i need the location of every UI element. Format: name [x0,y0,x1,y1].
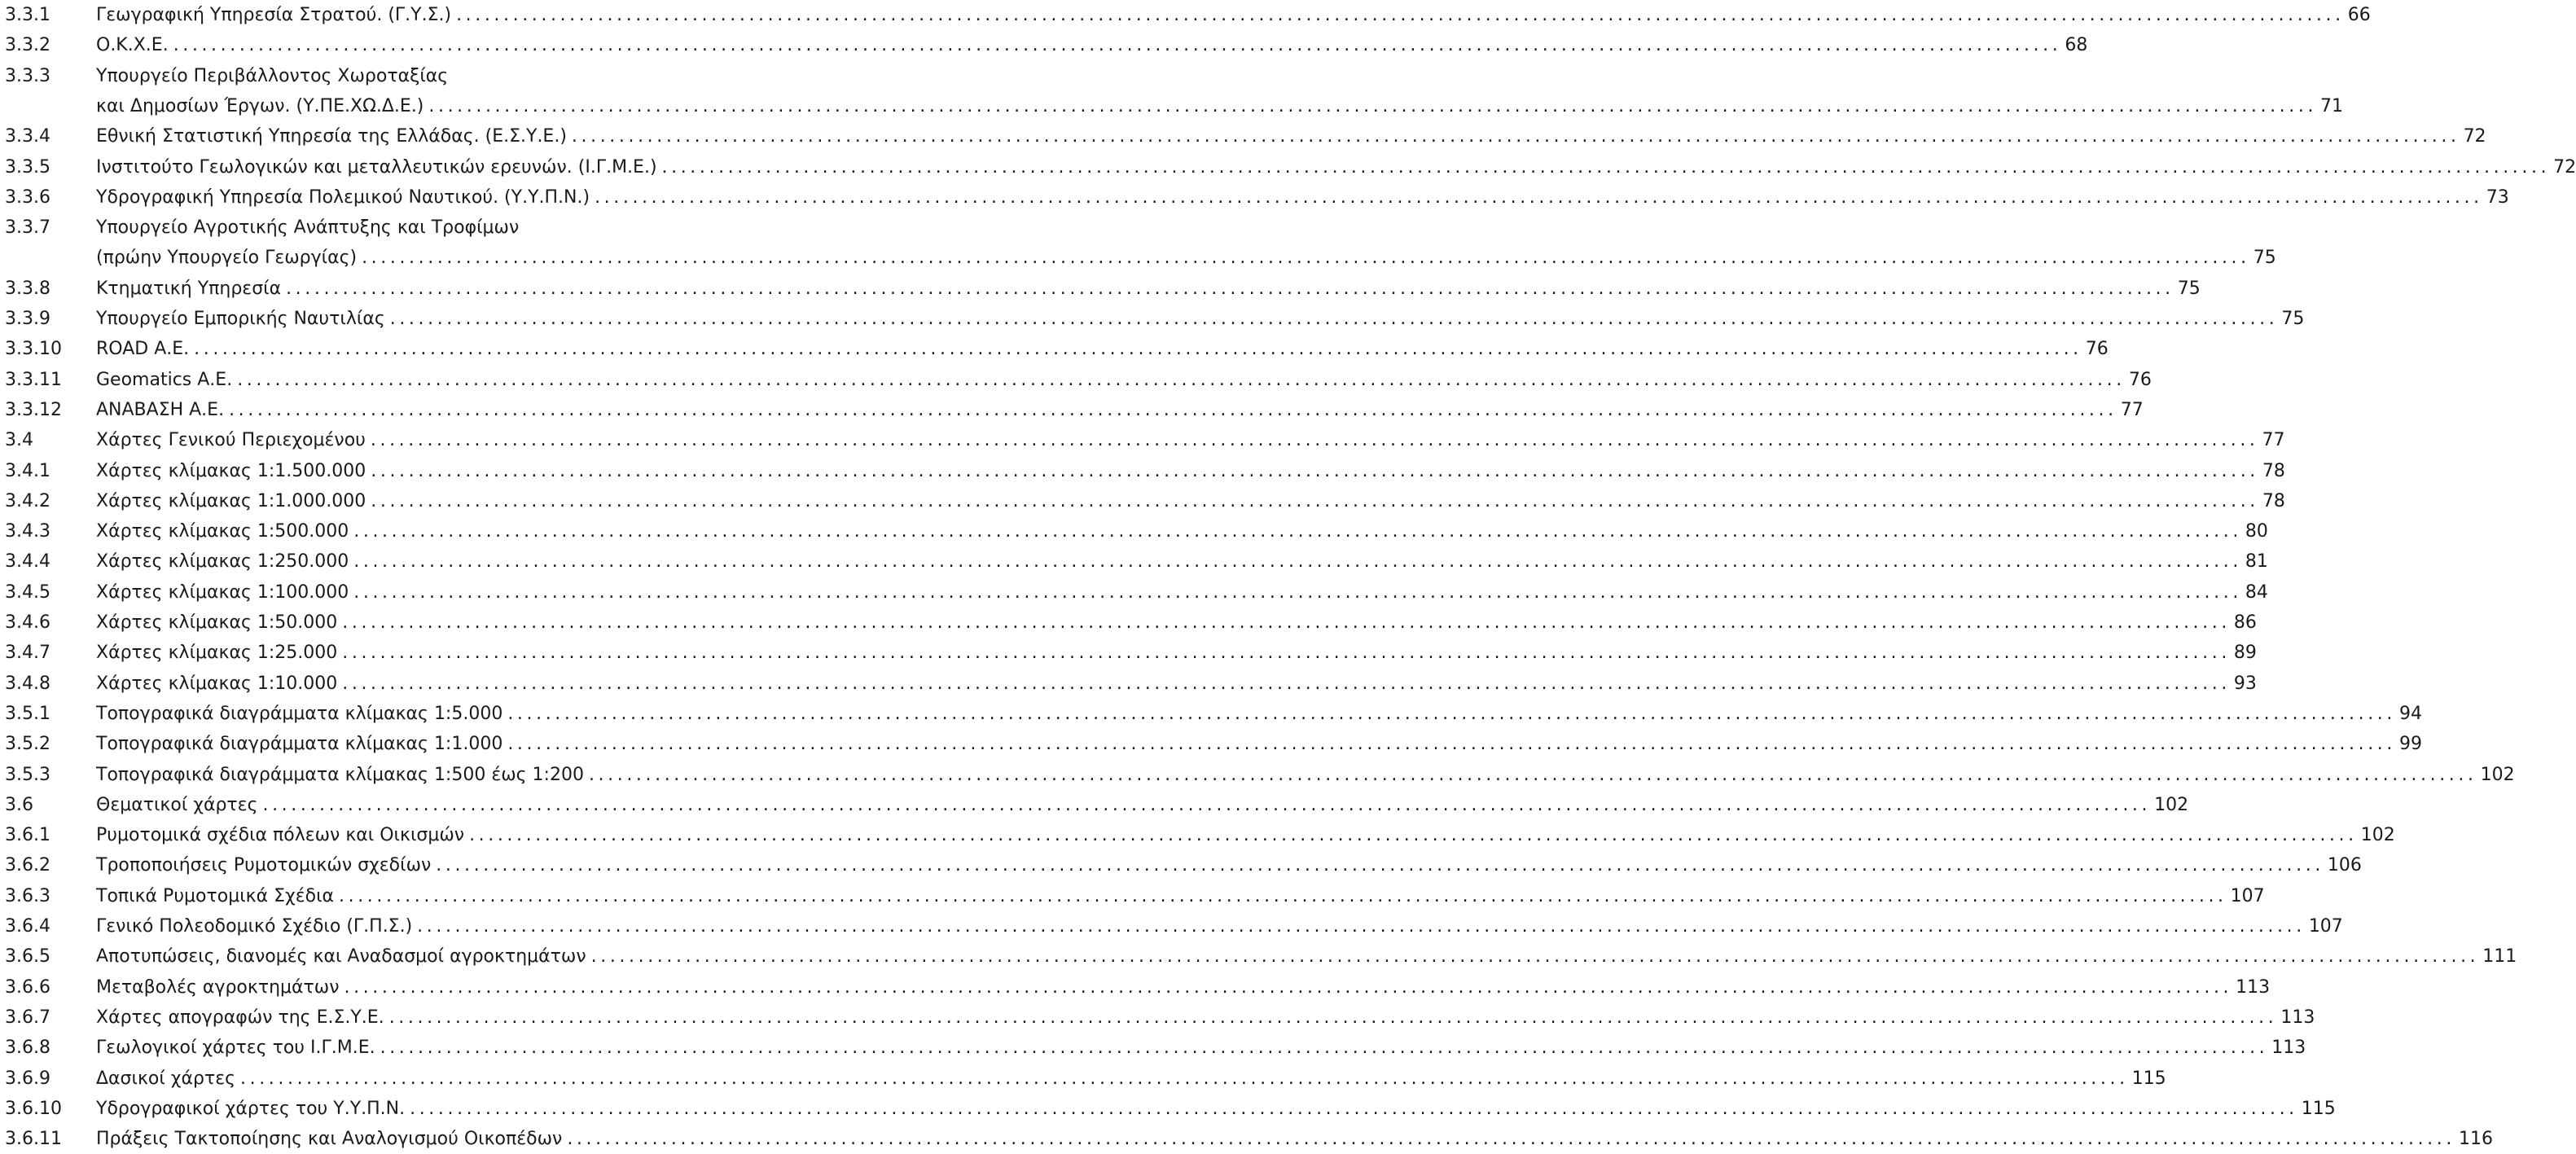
toc-entry[interactable] [0,1003,2315,1033]
page-number: 116 [2458,1129,2493,1150]
toc-entry-body [96,760,2515,790]
toc-entry-body [96,182,2509,213]
toc-entry[interactable] [0,456,2285,486]
toc-entry-body [96,669,2257,699]
page-number: 72 [2463,126,2486,147]
toc-entry[interactable] [0,0,2371,30]
section-number: 3.3.11 [5,369,62,390]
page-number: 107 [2308,916,2343,937]
page-number: 76 [2085,339,2109,360]
toc-entry[interactable] [0,546,2268,577]
toc-entry-body [96,456,2285,486]
section-number: 3.4 [5,430,33,451]
toc-entry[interactable] [0,669,2257,699]
section-number: 3.3.12 [5,399,62,420]
section-title: Χάρτες κλίμακας 1:1.500.000 [96,460,366,481]
dot-leader: ........................................................................................................................................................................................................ [371,490,2259,511]
toc-entry-body [96,790,2189,820]
dot-leader: ........................................................................................................................................................................................................ [380,1038,2269,1059]
toc-entry[interactable] [0,304,2305,334]
dot-leader: ........................................................................................................................................................................................................ [595,186,2483,208]
dot-leader: ........................................................................................................................................................................................................ [456,5,2345,25]
page-number: 77 [2120,399,2144,420]
section-number: 3.3.5 [5,156,50,178]
page-number: 72 [2553,156,2576,178]
section-number: 3.4.6 [5,612,50,633]
toc-entry[interactable] [0,243,2276,273]
toc-entry-body [96,243,2276,273]
toc-entry-body [96,546,2268,577]
dot-leader: ........................................................................................................................................................................................................ [507,703,2396,724]
toc-entry[interactable] [0,61,782,91]
toc-entry-body [96,881,2265,911]
dot-leader: ........................................................................................................................................................................................................ [590,946,2480,968]
toc-entry-body [96,152,2576,182]
toc-entry[interactable] [0,486,2285,516]
section-title: Υπουργείο Αγροτικής Ανάπτυξης και Τροφίμων [96,217,520,239]
section-title: Τροποποιήσεις Ρυμοτομικών σχεδίων [96,855,432,876]
toc-entry-body [96,699,2422,729]
page-number: 113 [2271,1038,2306,1059]
toc-entry-body [96,941,2517,972]
dot-leader: ........................................................................................................................................................................................................ [507,734,2396,755]
toc-entry-body [96,1003,2315,1033]
toc-entry-body [96,911,2343,941]
section-title: Υδρογραφικοί χάρτες του Υ.Υ.Π.Ν. [96,1098,406,1119]
section-title: Τοπογραφικά διαγράμματα κλίμακας 1:500 έως 1:200 [96,764,584,785]
page-number: 106 [2327,855,2362,876]
page-number: 66 [2347,5,2371,25]
section-number: 3.3.8 [5,278,50,299]
toc-entry[interactable] [0,274,2201,304]
page-number: 86 [2233,612,2257,633]
section-number: 3.6.5 [5,946,50,968]
page-number: 115 [2131,1068,2166,1089]
toc-entry-body [96,213,779,243]
dot-leader: ........................................................................................................................................................................................................ [194,339,2082,360]
section-number: 3.4.8 [5,673,50,694]
section-title: Κτηματική Υπηρεσία [96,278,282,299]
toc-entry-body [96,0,2371,30]
toc-entry[interactable] [0,608,2257,638]
toc-entry[interactable] [0,638,2257,668]
section-title: και Δημοσίων Έργων. (Υ.ΠΕ.ΧΩ.Δ.Ε.) [96,95,424,116]
toc-entry[interactable] [0,334,2109,364]
section-number: 3.3.7 [5,217,50,239]
section-number: 3.4.3 [5,521,50,542]
section-number: 3.4.5 [5,581,50,603]
section-number: 3.3.10 [5,339,62,360]
section-title: Μεταβολές αγροκτημάτων [96,976,340,998]
section-number: 3.3.2 [5,35,50,56]
toc-entry[interactable] [0,425,2285,455]
page-number: 115 [2301,1098,2336,1119]
dot-leader: ........................................................................................................................................................................................................ [237,369,2126,390]
section-number: 3.4.2 [5,490,50,511]
section-title: Τοπογραφικά διαγράμματα κλίμακας 1:5.000 [96,703,503,724]
section-number: 3.6.4 [5,916,50,937]
toc-entry[interactable] [0,1124,2493,1154]
page-number: 111 [2482,946,2517,968]
dot-leader: ........................................................................................................................................................................................................ [571,126,2460,147]
toc-entry[interactable] [0,911,2343,941]
toc-entry[interactable] [0,729,2422,759]
toc-entry-body [96,729,2422,759]
toc-entry[interactable] [0,395,2144,425]
section-title: Τοπικά Ρυμοτομικά Σχέδια [96,885,335,906]
toc-entry-body [96,274,2201,304]
toc-entry[interactable] [0,91,2344,121]
toc-entry[interactable] [0,760,2515,790]
dot-leader: ........................................................................................................................................................................................................ [353,521,2242,542]
page-number: 75 [2253,248,2276,269]
page-number: 71 [2320,95,2344,116]
dot-leader: ........................................................................................................................................................................................................ [371,460,2259,481]
section-number: 3.6.1 [5,825,50,846]
page-number: 80 [2245,521,2268,542]
section-number: 3.3.9 [5,309,50,329]
toc-entry[interactable] [0,972,2271,1003]
section-number: 3.5.2 [5,734,50,755]
page-number: 102 [2360,825,2395,846]
dot-leader: ........................................................................................................................................................................................................ [567,1129,2455,1150]
toc-entry[interactable] [0,1094,2336,1124]
dot-leader: ........................................................................................................................................................................................................ [173,35,2062,56]
dot-leader: ........................................................................................................................................................................................................ [469,825,2358,846]
section-title: Χάρτες κλίμακας 1:50.000 [96,612,338,633]
dot-leader: ........................................................................................................................................................................................................ [229,399,2117,420]
section-title: Χάρτες κλίμακας 1:100.000 [96,581,349,603]
page-number: 75 [2177,278,2201,299]
page-number: 93 [2233,673,2257,694]
section-title: Γεωλογικοί χάρτες του Ι.Γ.Μ.Ε. [96,1038,375,1059]
section-title: Ρυμοτομικά σχέδια πόλεων και Οικισμών [96,825,465,846]
dot-leader: ........................................................................................................................................................................................................ [353,551,2242,573]
toc-entry-body [96,121,2486,151]
section-title: Χάρτες Γενικού Περιεχομένου [96,430,366,451]
dot-leader: ........................................................................................................................................................................................................ [428,95,2318,116]
section-number: 3.3.4 [5,126,50,147]
page-number: 107 [2230,885,2265,906]
toc-entry-body [96,972,2271,1003]
page-number: 113 [2236,976,2271,998]
page-number: 73 [2486,186,2509,208]
page-number: 84 [2245,581,2268,603]
page-number: 89 [2233,643,2257,664]
toc-entry[interactable] [0,1064,2166,1094]
section-number: 3.5.1 [5,703,50,724]
section-number: 3.3.3 [5,65,50,86]
section-title: Ο.Κ.Χ.Ε. [96,35,169,56]
toc-entry-body [96,61,779,91]
toc-entry[interactable] [0,790,2189,820]
dot-leader: ........................................................................................................................................................................................................ [388,1007,2278,1028]
toc-entry-body [96,1064,2166,1094]
dot-leader: ........................................................................................................................................................................................................ [342,673,2231,694]
dot-leader: ........................................................................................................................................................................................................ [436,855,2324,876]
dot-leader: ........................................................................................................................................................................................................ [342,643,2231,664]
dot-leader: ........................................................................................................................................................................................................ [344,976,2233,998]
toc-entry[interactable] [0,1033,2306,1063]
page-number: 99 [2398,734,2422,755]
dot-leader: ........................................................................................................................................................................................................ [342,612,2231,633]
toc-entry-body [96,1124,2493,1154]
section-title: Υπουργείο Εμπορικής Ναυτιλίας [96,309,385,329]
toc-entry[interactable] [0,820,2395,850]
toc-entry-body [96,638,2257,668]
section-title: Χάρτες κλίμακας 1:25.000 [96,643,338,664]
page-number: 76 [2128,369,2152,390]
section-number: 3.3.1 [5,5,50,25]
section-title: Χάρτες απογραφών της Ε.Σ.Υ.Ε. [96,1007,384,1028]
section-number: 3.3.6 [5,186,50,208]
section-title: Ινστιτούτο Γεωλογικών και μεταλλευτικών ερευνών. (Ι.Γ.Μ.Ε.) [96,156,657,178]
toc-entry[interactable] [0,152,2576,182]
dot-leader: ........................................................................................................................................................................................................ [362,248,2250,269]
page-number: 78 [2262,490,2285,511]
section-title: Χάρτες κλίμακας 1:500.000 [96,521,349,542]
page-number: 68 [2065,35,2088,56]
toc-entry-body [96,304,2305,334]
toc-entry-body [96,425,2285,455]
toc-entry-body [96,577,2268,608]
section-title: Χάρτες κλίμακας 1:1.000.000 [96,490,366,511]
section-number: 3.4.4 [5,551,50,573]
section-title: Γενικό Πολεοδομικό Σχέδιο (Γ.Π.Σ.) [96,916,413,937]
section-number: 3.6.11 [5,1129,62,1150]
page-number: 94 [2398,703,2422,724]
toc-entry[interactable] [0,182,2509,213]
dot-leader: ........................................................................................................................................................................................................ [240,1068,2129,1089]
page-number: 113 [2280,1007,2315,1028]
section-number: 3.6.8 [5,1038,50,1059]
section-title: Εθνική Στατιστική Υπηρεσία της Ελλάδας. (Ε.Σ.Υ.Ε.) [96,126,567,147]
toc-entry[interactable] [0,516,2268,546]
toc-entry-body [96,1033,2306,1063]
toc-entry-body [96,516,2268,546]
section-title: ROAD Α.Ε. [96,339,190,360]
section-title: Πράξεις Τακτοποίησης και Αναλογισμού Οικοπέδων [96,1129,563,1150]
section-number: 3.6.9 [5,1068,50,1089]
section-title: ΑΝΑΒΑΣΗ Α.Ε. [96,399,225,420]
section-title: Υπουργείο Περιβάλλοντος Χωροταξίας [96,65,449,86]
toc-entry-body [96,608,2257,638]
section-title: Geomatics Α.Ε. [96,369,233,390]
section-number: 3.6.2 [5,855,50,876]
page-number: 81 [2245,551,2268,573]
section-number: 3.6.7 [5,1007,50,1028]
section-title: Χάρτες κλίμακας 1:10.000 [96,673,338,694]
toc-entry[interactable] [0,850,2362,880]
section-number: 3.4.1 [5,460,50,481]
toc-entry[interactable] [0,121,2486,151]
toc-entry-body [96,365,2152,395]
section-title: Θεματικοί χάρτες [96,794,258,815]
dot-leader: ........................................................................................................................................................................................................ [417,916,2306,937]
section-number: 3.6.3 [5,885,50,906]
dot-leader: ........................................................................................................................................................................................................ [661,156,2551,178]
section-title: Χάρτες κλίμακας 1:250.000 [96,551,349,573]
toc-entry[interactable] [0,577,2268,608]
dot-leader: ........................................................................................................................................................................................................ [410,1098,2298,1119]
section-number: 3.6.6 [5,976,50,998]
section-title: Τοπογραφικά διαγράμματα κλίμακας 1:1.000 [96,734,503,755]
section-title: Γεωγραφική Υπηρεσία Στρατού. (Γ.Υ.Σ.) [96,5,452,25]
section-title: (πρώην Υπουργείο Γεωργίας) [96,248,358,269]
toc-entry-body [96,91,2344,121]
toc-entry-body [96,334,2109,364]
dot-leader: ........................................................................................................................................................................................................ [286,278,2174,299]
toc-entry-body [96,486,2285,516]
section-number: 3.6.10 [5,1098,62,1119]
section-title: Δασικοί χάρτες [96,1068,236,1089]
section-number: 3.6 [5,794,33,815]
toc-entry[interactable] [0,699,2422,729]
page-number: 102 [2154,794,2189,815]
toc-entry-body [96,850,2362,880]
section-number: 3.4.7 [5,643,50,664]
dot-leader: ........................................................................................................................................................................................................ [262,794,2152,815]
page-number: 75 [2281,309,2305,329]
toc-entry-body [96,395,2144,425]
toc-entry-body [96,820,2395,850]
dot-leader: ........................................................................................................................................................................................................ [353,581,2242,603]
toc-entry-body [96,30,2088,60]
toc-entry[interactable] [0,941,2517,972]
toc-entry[interactable] [0,881,2265,911]
page-number: 102 [2480,764,2515,785]
dot-leader: ........................................................................................................................................................................................................ [370,430,2259,451]
toc-entry[interactable] [0,213,782,243]
toc-entry-body [96,1094,2336,1124]
page-number: 77 [2262,430,2285,451]
toc-entry[interactable] [0,365,2152,395]
section-title: Υδρογραφική Υπηρεσία Πολεμικού Ναυτικού. (Υ.Υ.Π.Ν.) [96,186,590,208]
dot-leader: ........................................................................................................................................................................................................ [389,309,2279,329]
section-number: 3.5.3 [5,764,50,785]
dot-leader: ........................................................................................................................................................................................................ [588,764,2477,785]
section-title: Αποτυπώσεις, διανομές και Αναδασμοί αγροκτημάτων [96,946,586,968]
page-number: 78 [2262,460,2285,481]
dot-leader: ........................................................................................................................................................................................................ [339,885,2227,906]
toc-entry[interactable] [0,30,2088,60]
